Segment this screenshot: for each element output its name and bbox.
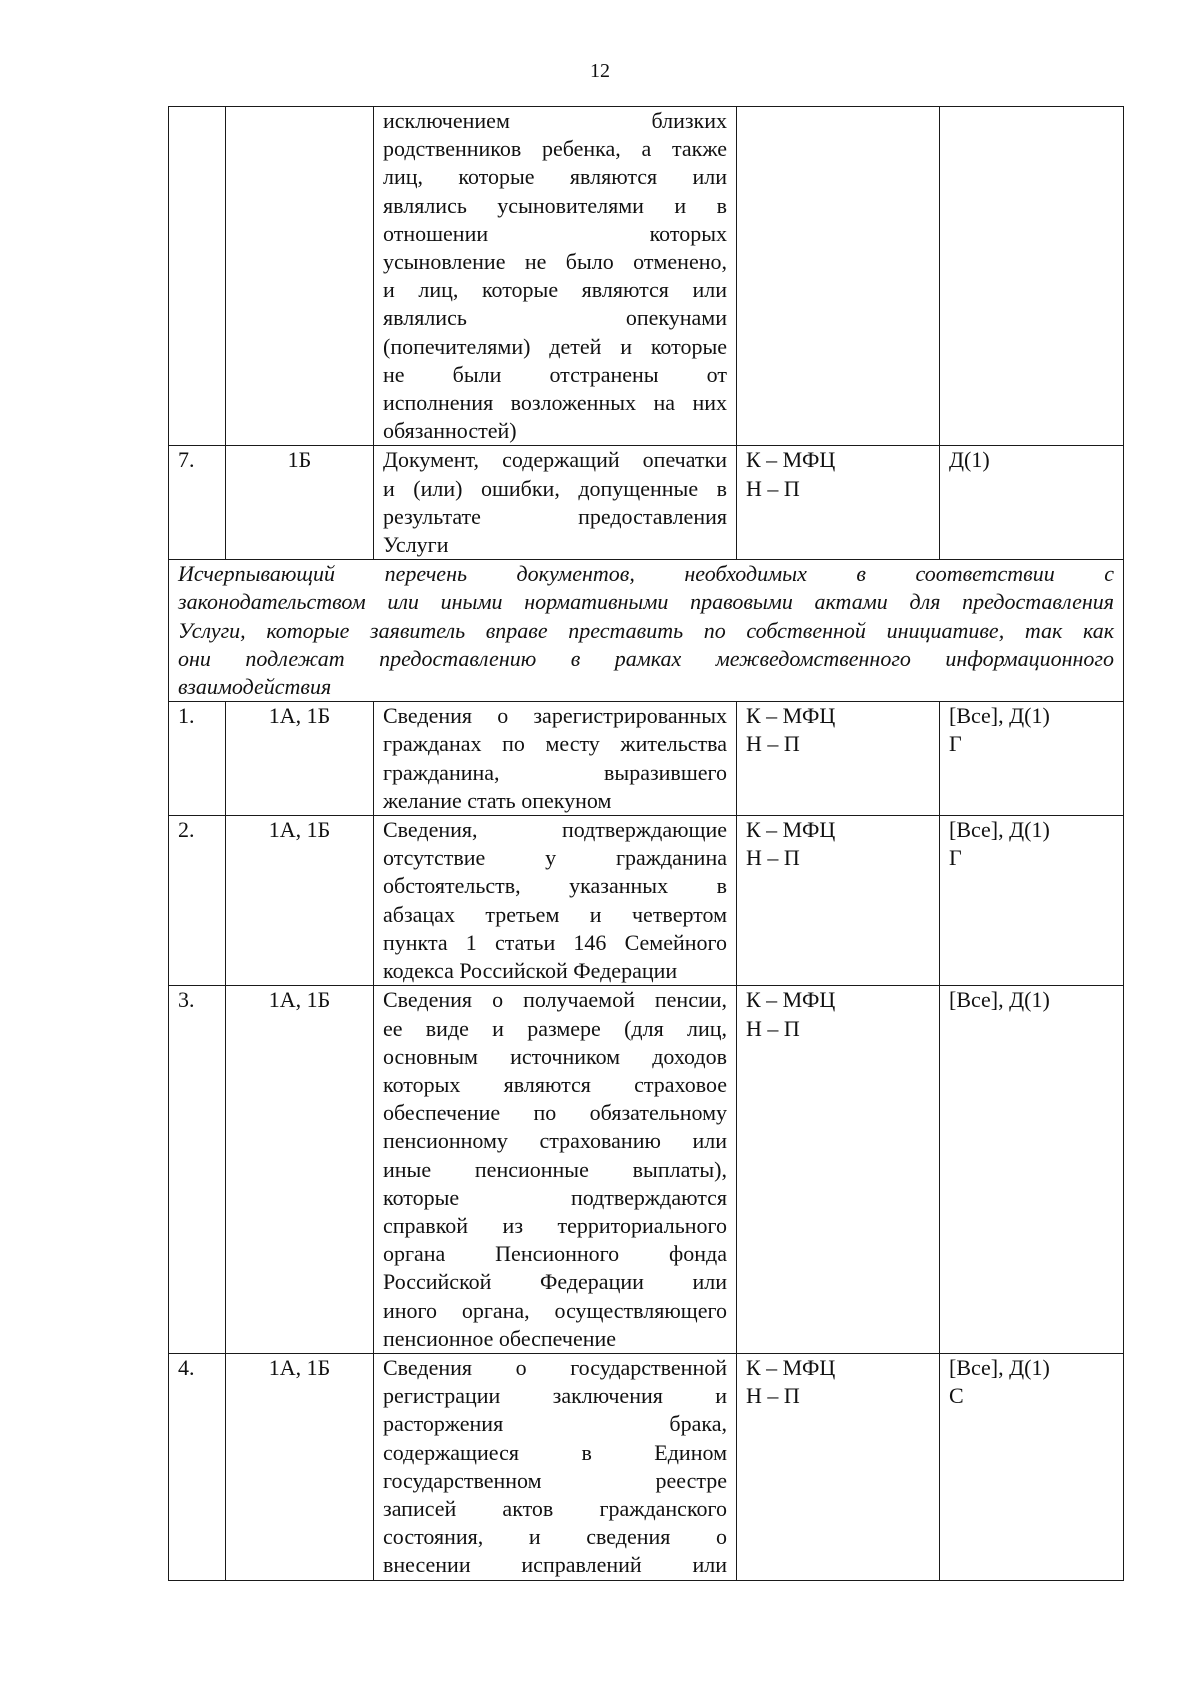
- mode-line: [Все], Д(1): [949, 703, 1050, 729]
- text-line: Российской Федерации или: [383, 1269, 727, 1295]
- responsible-line: Н – П: [746, 1015, 800, 1041]
- text-line: основным источником доходов: [383, 1043, 727, 1069]
- text-line: пункта 1 статьи 146 Семейного: [383, 929, 727, 955]
- text-line: кодекса Российской Федерации: [383, 958, 678, 984]
- responsible-line: К – МФЦ: [746, 703, 836, 729]
- text-line: состояния, и сведения о: [383, 1524, 727, 1550]
- mode-cell: [940, 702, 1124, 816]
- mode-line: [Все], Д(1): [949, 817, 1050, 843]
- applicant-type-cell: 1А, 1Б: [226, 702, 374, 816]
- document-description-cell: [374, 702, 737, 816]
- responsible-line: Н – П: [746, 731, 800, 757]
- responsible-cell: [737, 446, 940, 560]
- table-row-2: [169, 816, 1124, 986]
- text-line: обеспечение по обязательному: [383, 1100, 727, 1126]
- mode-cell: [940, 107, 1124, 446]
- applicant-type-cell: 1А, 1Б: [226, 816, 374, 986]
- responsible-line: К – МФЦ: [746, 447, 836, 473]
- responsible-cell: [737, 1353, 940, 1580]
- responsible-cell: [737, 702, 940, 816]
- document-description-cell: [374, 1353, 737, 1580]
- text-line: пенсионному страхованию или: [383, 1128, 727, 1154]
- text-line: внесении исправлений или: [383, 1552, 727, 1578]
- text-line: (попечителями) детей и которые: [383, 333, 727, 359]
- page-number: 12: [590, 60, 610, 82]
- text-line: и (или) ошибки, допущенные в: [383, 475, 727, 501]
- text-line: являлись опекунами: [383, 305, 727, 331]
- document-description-cell: [374, 986, 737, 1354]
- responsible-line: К – МФЦ: [746, 1354, 836, 1380]
- responsible-line: Н – П: [746, 1383, 800, 1409]
- text-line: иные пенсионные выплаты),: [383, 1156, 727, 1182]
- section-header-line: Исчерпывающий перечень документов, необходимых в соответствии с: [178, 561, 1114, 587]
- applicant-type-cell: 1А, 1Б: [226, 1353, 374, 1580]
- responsible-cell: [737, 816, 940, 986]
- document-description-cell: [374, 446, 737, 560]
- section-header-line: взаимодействия: [178, 674, 332, 700]
- table-row-continuation: [169, 107, 1124, 446]
- mode-line: [Все], Д(1): [949, 1354, 1050, 1380]
- text-line: обязанностей): [383, 418, 517, 444]
- applicant-type-cell: 1А, 1Б: [226, 986, 374, 1354]
- responsible-cell: [737, 986, 940, 1354]
- text-line: абзацах третьем и четвертом: [383, 901, 727, 927]
- text-line: исключением близких: [383, 108, 727, 133]
- mode-line: Г: [949, 845, 962, 871]
- text-line: лиц, которые являются или: [383, 164, 727, 190]
- text-line: гражданах по месту жительства: [383, 731, 727, 757]
- table-row-4: [169, 1353, 1124, 1580]
- applicant-type-cell: [226, 107, 374, 446]
- text-line: гражданина, выразившего: [383, 759, 727, 785]
- responsible-line: К – МФЦ: [746, 987, 836, 1013]
- mode-line: С: [949, 1383, 964, 1409]
- text-line: содержащиеся в Едином: [383, 1439, 727, 1465]
- section-header-line: законодательством или иными нормативными правовыми актами для предоставления: [178, 589, 1114, 615]
- row-number-cell: 3.: [169, 986, 226, 1354]
- document-description-cell: [374, 816, 737, 986]
- row-number-cell: [169, 107, 226, 446]
- responsible-line: Н – П: [746, 475, 800, 501]
- mode-line: Г: [949, 731, 962, 757]
- text-line: результате предоставления: [383, 503, 727, 529]
- section-header-line: они подлежат предоставлению в рамках межведомственного информационного: [178, 645, 1114, 671]
- text-line: исполнения возложенных на них: [383, 390, 727, 416]
- mode-cell: [940, 1353, 1124, 1580]
- responsible-cell: [737, 107, 940, 446]
- table-row-3: [169, 986, 1124, 1354]
- mode-line: [Все], Д(1): [949, 987, 1050, 1013]
- row-number-cell: 7.: [169, 446, 226, 560]
- section-header-line: Услуги, которые заявитель вправе преставить по собственной инициативе, так как: [178, 617, 1114, 643]
- text-line: и лиц, которые являются или: [383, 277, 727, 303]
- section-header-row: [169, 560, 1124, 702]
- text-line: расторжения брака,: [383, 1411, 727, 1437]
- text-line: Документ, содержащий опечатки: [383, 447, 727, 473]
- text-line: справкой из территориального: [383, 1212, 727, 1238]
- row-number-cell: 1.: [169, 702, 226, 816]
- mode-cell: [940, 816, 1124, 986]
- text-line: которые подтверждаются: [383, 1184, 727, 1210]
- text-line: не были отстранены от: [383, 361, 727, 387]
- text-line: записей актов гражданского: [383, 1495, 727, 1521]
- text-line: пенсионное обеспечение: [383, 1325, 617, 1351]
- table-row-1: [169, 702, 1124, 816]
- row-number-cell: 2.: [169, 816, 226, 986]
- text-line: усыновление не было отменено,: [383, 249, 727, 275]
- row-number-cell: 4.: [169, 1353, 226, 1580]
- text-line: обстоятельств, указанных в: [383, 873, 727, 899]
- text-line: желание стать опекуном: [383, 787, 612, 813]
- text-line: отсутствие у гражданина: [383, 845, 727, 871]
- applicant-type-cell: 1Б: [226, 446, 374, 560]
- mode-line: Д(1): [949, 447, 990, 473]
- text-line: Сведения о получаемой пенсии,: [383, 987, 727, 1013]
- text-line: государственном реестре: [383, 1467, 727, 1493]
- text-line: органа Пенсионного фонда: [383, 1241, 727, 1267]
- responsible-line: Н – П: [746, 845, 800, 871]
- table-row-7: [169, 446, 1124, 560]
- mode-cell: [940, 986, 1124, 1354]
- text-line: Услуги: [383, 532, 449, 558]
- text-line: регистрации заключения и: [383, 1383, 727, 1409]
- mode-cell: [940, 446, 1124, 560]
- text-line: отношении которых: [383, 220, 727, 246]
- responsible-line: К – МФЦ: [746, 817, 836, 843]
- text-line: Сведения о зарегистрированных: [383, 703, 727, 729]
- text-line: Сведения, подтверждающие: [383, 817, 727, 843]
- documents-table: [168, 106, 1124, 1581]
- document-description-cell: [374, 107, 737, 446]
- text-line: ее виде и размере (для лиц,: [383, 1015, 727, 1041]
- section-header: [169, 560, 1124, 702]
- text-line: иного органа, осуществляющего: [383, 1297, 727, 1323]
- text-line: родственников ребенка, а также: [383, 136, 727, 162]
- text-line: которых являются страховое: [383, 1071, 727, 1097]
- text-line: Сведения о государственной: [383, 1354, 727, 1380]
- text-line: являлись усыновителями и в: [383, 192, 727, 218]
